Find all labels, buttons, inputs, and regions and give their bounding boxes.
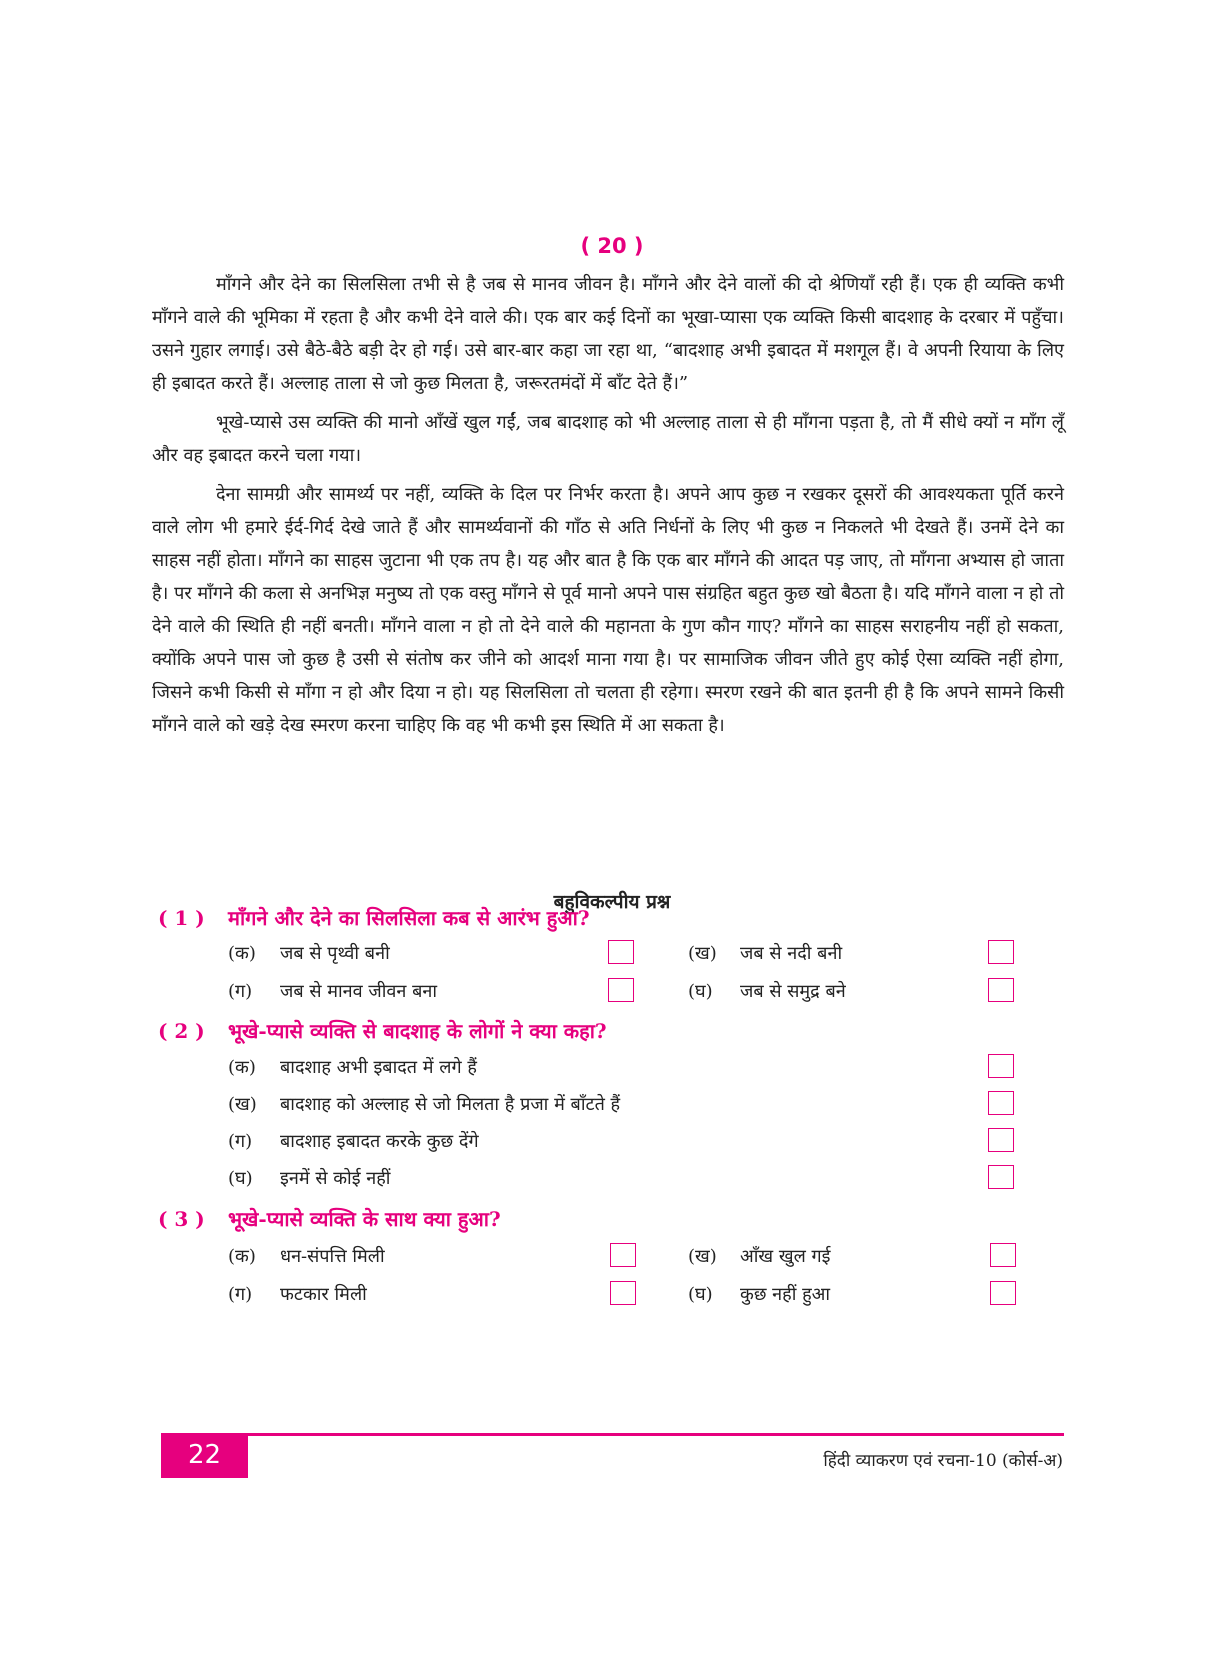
q2-option-ka-text: बादशाह अभी इबादत में लगे हैं	[280, 1057, 477, 1078]
q2-option-kha-checkbox[interactable]	[988, 1091, 1014, 1115]
page-number: 22	[161, 1433, 248, 1478]
q1-option-kha-label: (ख)	[688, 943, 717, 964]
q1-option-kha	[688, 941, 842, 965]
passage-paragraph-1: माँगने और देने का सिलसिला तभी से है जब से मानव जीवन है। माँगने और देने वालों की दो श्रेणियाँ रही हैं। एक ही व्यक्ति कभी माँगने वाले की भूमिका में रहता है और कभी देने वाले की। एक बार कई दिनों का भूखा-प्यासा एक व्यक्ति किसी बादशाह के दरबार में पहुँचा। उसने गुहार लगाई। उसे बैठे-बैठे बड़ी देर हो गई। उसे बार-बार कहा जा रहा था, “बादशाह अभी इबादत में मशगूल हैं। वे अपनी रियाया के लिए ही इबादत करते हैं। अल्लाह ताला से जो कुछ मिलता है, जरूरतमंदों में बाँट देते हैं।”	[152, 274, 1064, 394]
q3-option-ka	[228, 1244, 385, 1268]
q1-option-ga-text: जब से मानव जीवन बना	[280, 981, 438, 1002]
passage-paragraph-3: देना सामग्री और सामर्थ्य पर नहीं, व्यक्ति के दिल पर निर्भर करता है। अपने आप कुछ न रखकर दूसरों की आवश्यकता पूर्ति करने वाले लोग भी हमारे ईर्द-गिर्द देखे जाते हैं और सामर्थ्यवानों की गाँठ से अति निर्धनों के लिए भी कुछ न निकलते भी देखते हैं। उनमें देने का साहस नहीं होता। माँगने का साहस जुटाना भी एक तप है। यह और बात है कि एक बार माँगने की आदत पड़ जाए, तो माँगना अभ्यास हो जाता है। पर माँगने की कला से अनभिज्ञ मनुष्य तो एक वस्तु माँगने से पूर्व मानो अपने पास संग्रहित बहुत कुछ खो बैठता है। यदि माँगने वाला न हो तो देने वाले की स्थिति ही नहीं बनती। माँगने वाला न हो तो देने वाले की महानता के गुण कौन गाए? माँगने का साहस सराहनीय नहीं हो सकता, क्योंकि अपने पास जो कुछ है उसी से संतोष कर जीने को आदर्श माना गया है। पर सामाजिक जीवन जीते हुए कोई ऐसा व्यक्ति नहीं होगा, जिसने कभी किसी से माँगा न हो और दिया न हो। यह सिलसिला तो चलता ही रहेगा। स्मरण रखने की बात इतनी ही है कि अपने सामने किसी माँगने वाले को खड़े देख स्मरण करना चाहिए कि वह भी कभी इस स्थिति में आ सकता है।	[152, 484, 1064, 736]
q3-option-ga-text: फटकार मिली	[280, 1284, 367, 1305]
q3-option-kha-text: आँख खुल गई	[740, 1246, 831, 1267]
q3-option-kha-checkbox[interactable]	[990, 1243, 1016, 1267]
question-2	[158, 1017, 607, 1044]
q2-option-kha	[228, 1092, 620, 1116]
q3-option-ka-label: (क)	[228, 1246, 256, 1267]
q3-option-ka-checkbox[interactable]	[610, 1243, 636, 1267]
q1-option-kha-checkbox[interactable]	[988, 940, 1014, 964]
q3-option-gha-checkbox[interactable]	[990, 1281, 1016, 1305]
q2-option-ga-label: (ग)	[228, 1131, 253, 1152]
question-3-text: भूखे-प्यासे व्यक्ति के साथ क्या हुआ?	[228, 1207, 501, 1231]
q2-option-kha-text: बादशाह को अल्लाह से जो मिलता है प्रजा में बाँटते हैं	[280, 1094, 621, 1115]
q3-option-kha-label: (ख)	[688, 1246, 717, 1267]
q2-option-gha-checkbox[interactable]	[988, 1165, 1014, 1189]
q3-option-gha-label: (घ)	[688, 1284, 713, 1305]
q3-option-gha-text: कुछ नहीं हुआ	[740, 1284, 831, 1305]
question-3-number: ( 3 )	[158, 1207, 205, 1231]
mcq-heading: बहुविकल्पीय प्रश्न	[553, 891, 671, 913]
passage-paragraph-2: भूखे-प्यासे उस व्यक्ति की मानो आँखें खुल गईं, जब बादशाह को भी अल्लाह ताला से ही माँगना पड़ता है, तो मैं सीधे क्यों न माँग लूँ और वह इबादत करने चला गया।	[152, 412, 1064, 466]
q2-option-kha-label: (ख)	[228, 1094, 257, 1115]
q2-option-ka-label: (क)	[228, 1057, 256, 1078]
question-2-text: भूखे-प्यासे व्यक्ति से बादशाह के लोगों ने क्या कहा?	[228, 1019, 607, 1043]
q2-option-ga	[228, 1129, 479, 1153]
q2-option-gha-label: (घ)	[228, 1168, 253, 1189]
q3-option-kha	[688, 1244, 830, 1268]
q3-option-ga-checkbox[interactable]	[610, 1281, 636, 1305]
q1-option-ga-label: (ग)	[228, 981, 253, 1002]
q2-option-gha-text: इनमें से कोई नहीं	[280, 1168, 391, 1189]
q1-option-ka-text: जब से पृथ्वी बनी	[280, 943, 390, 964]
footer-rule	[240, 1433, 1064, 1436]
question-3	[158, 1205, 501, 1232]
q2-option-gha	[228, 1166, 390, 1190]
question-2-number: ( 2 )	[158, 1019, 205, 1043]
passage-number: ( 20 )	[580, 234, 644, 258]
question-1-text: माँगने और देने का सिलसिला कब से आरंभ हुआ?	[228, 906, 590, 930]
q1-option-gha-label: (घ)	[688, 981, 713, 1002]
q1-option-ga	[228, 979, 437, 1003]
q1-option-gha	[688, 979, 846, 1003]
q1-option-gha-checkbox[interactable]	[988, 978, 1014, 1002]
q3-option-ga-label: (ग)	[228, 1284, 253, 1305]
q1-option-ka	[228, 941, 390, 965]
q1-option-ka-checkbox[interactable]	[608, 940, 634, 964]
footer-book-title: हिंदी व्याकरण एवं रचना-10 (कोर्स-अ)	[823, 1451, 1063, 1471]
q3-option-ga	[228, 1282, 367, 1306]
q3-option-gha	[688, 1282, 830, 1306]
q2-option-ka	[228, 1055, 477, 1079]
q3-option-ka-text: धन-संपत्ति मिली	[280, 1246, 385, 1267]
q1-option-gha-text: जब से समुद्र बने	[740, 981, 846, 1002]
q1-option-ka-label: (क)	[228, 943, 256, 964]
q2-option-ga-checkbox[interactable]	[988, 1128, 1014, 1152]
question-1-number: ( 1 )	[158, 906, 205, 930]
question-1	[158, 904, 590, 931]
q2-option-ka-checkbox[interactable]	[988, 1054, 1014, 1078]
passage	[152, 268, 1064, 748]
q1-option-ga-checkbox[interactable]	[608, 978, 634, 1002]
q2-option-ga-text: बादशाह इबादत करके कुछ देंगे	[280, 1131, 479, 1152]
q1-option-kha-text: जब से नदी बनी	[740, 943, 843, 964]
